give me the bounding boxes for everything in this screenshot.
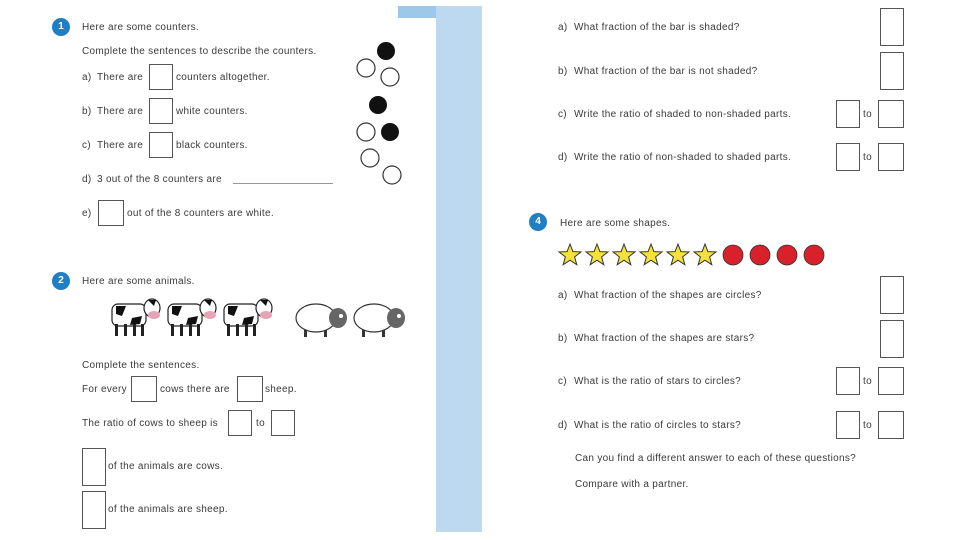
cow-icon bbox=[168, 299, 216, 336]
counters-illustration bbox=[350, 38, 410, 188]
bar-qc-to: to bbox=[863, 109, 872, 120]
bar-qc-left-box[interactable] bbox=[836, 100, 860, 128]
q1a-post: counters altogether. bbox=[176, 72, 270, 83]
white-counter bbox=[357, 59, 375, 77]
cow-icon bbox=[224, 299, 272, 336]
q4c-left-box[interactable] bbox=[836, 367, 860, 395]
star-icon bbox=[694, 244, 716, 265]
star-icon bbox=[586, 244, 608, 265]
sheep-icon bbox=[296, 304, 347, 337]
binder-spine bbox=[436, 6, 482, 532]
q1d-text: 3 out of the 8 counters are bbox=[97, 174, 222, 185]
q4d-text: What is the ratio of circles to stars? bbox=[574, 420, 742, 431]
q4-intro: Here are some shapes. bbox=[560, 218, 671, 229]
bar-qb-label: b) bbox=[558, 66, 568, 77]
q4c-label: c) bbox=[558, 376, 567, 387]
bar-qa-answer-box[interactable] bbox=[880, 8, 904, 46]
q2-ratio-pre: The ratio of cows to sheep is bbox=[82, 418, 218, 429]
q1b-label: b) bbox=[82, 106, 92, 117]
black-counter bbox=[381, 123, 399, 141]
star-icon bbox=[559, 244, 581, 265]
q2-cows-box[interactable] bbox=[131, 376, 157, 402]
q1-instruction: Complete the sentences to describe the counters. bbox=[82, 46, 317, 57]
star-icon bbox=[613, 244, 635, 265]
q2-intro: Here are some animals. bbox=[82, 276, 195, 287]
q2-ratio-to: to bbox=[256, 418, 265, 429]
black-counter bbox=[369, 96, 387, 114]
q1d-answer-line[interactable] bbox=[233, 183, 333, 184]
q1a-pre: There are bbox=[97, 72, 144, 83]
q2-sheep-frac: of the animals are sheep. bbox=[108, 504, 228, 515]
q4-compare: Compare with a partner. bbox=[575, 479, 689, 490]
q1a-answer-box[interactable] bbox=[149, 64, 173, 90]
bar-qd-text: Write the ratio of non-shaded to shaded parts. bbox=[574, 152, 792, 163]
q4d-to: to bbox=[863, 420, 872, 431]
q1e-post: out of the 8 counters are white. bbox=[127, 208, 274, 219]
q2-ratio-left-box[interactable] bbox=[228, 410, 252, 436]
q4-challenge: Can you find a different answer to each of these questions? bbox=[575, 453, 857, 464]
q4c-text: What is the ratio of stars to circles? bbox=[574, 376, 742, 387]
q1c-answer-box[interactable] bbox=[149, 132, 173, 158]
q1b-pre: There are bbox=[97, 106, 144, 117]
q1b-post: white counters. bbox=[176, 106, 248, 117]
animals-illustration bbox=[108, 294, 408, 342]
sheep-icon bbox=[354, 304, 405, 337]
bar-qc-text: Write the ratio of shaded to non-shaded parts. bbox=[574, 109, 792, 120]
circle-icon bbox=[723, 245, 743, 265]
circle-icon bbox=[777, 245, 797, 265]
star-icon bbox=[640, 244, 662, 265]
q2-cows-frac: of the animals are cows. bbox=[108, 461, 224, 472]
q1c-label: c) bbox=[82, 140, 91, 151]
bar-qd-left-box[interactable] bbox=[836, 143, 860, 171]
q4a-answer-box[interactable] bbox=[880, 276, 904, 314]
q4d-left-box[interactable] bbox=[836, 411, 860, 439]
shapes-illustration bbox=[556, 240, 832, 270]
question-4-badge: 4 bbox=[529, 213, 547, 231]
q2-sheep-fraction-box[interactable] bbox=[82, 491, 106, 529]
white-counter bbox=[381, 68, 399, 86]
q4a-label: a) bbox=[558, 290, 568, 301]
bar-qc-right-box[interactable] bbox=[878, 100, 904, 128]
white-counter bbox=[361, 149, 379, 167]
white-counter bbox=[357, 123, 375, 141]
q1d-label: d) bbox=[82, 174, 92, 185]
bar-qd-right-box[interactable] bbox=[878, 143, 904, 171]
q1c-pre: There are bbox=[97, 140, 144, 151]
bar-qa-text: What fraction of the bar is shaded? bbox=[574, 22, 740, 33]
q2-every-pre: For every bbox=[82, 384, 127, 395]
q2-cows-fraction-box[interactable] bbox=[82, 448, 106, 486]
bar-qa-label: a) bbox=[558, 22, 568, 33]
q2-complete: Complete the sentences. bbox=[82, 360, 200, 371]
q4b-answer-box[interactable] bbox=[880, 320, 904, 358]
star-icon bbox=[667, 244, 689, 265]
q2-every-mid: cows there are bbox=[160, 384, 230, 395]
q1e-label: e) bbox=[82, 208, 92, 219]
q4b-text: What fraction of the shapes are stars? bbox=[574, 333, 755, 344]
q1a-label: a) bbox=[82, 72, 92, 83]
q4c-to: to bbox=[863, 376, 872, 387]
q2-ratio-right-box[interactable] bbox=[271, 410, 295, 436]
q2-every-post: sheep. bbox=[265, 384, 297, 395]
q4d-right-box[interactable] bbox=[878, 411, 904, 439]
q1-intro: Here are some counters. bbox=[82, 22, 199, 33]
black-counter bbox=[377, 42, 395, 60]
q1b-answer-box[interactable] bbox=[149, 98, 173, 124]
cow-icon bbox=[112, 299, 160, 336]
bar-qb-answer-box[interactable] bbox=[880, 52, 904, 90]
q4a-text: What fraction of the shapes are circles? bbox=[574, 290, 762, 301]
q4d-label: d) bbox=[558, 420, 568, 431]
bar-qb-text: What fraction of the bar is not shaded? bbox=[574, 66, 758, 77]
q4c-right-box[interactable] bbox=[878, 367, 904, 395]
q4b-label: b) bbox=[558, 333, 568, 344]
q1e-answer-box[interactable] bbox=[98, 200, 124, 226]
circle-icon bbox=[804, 245, 824, 265]
question-1-badge: 1 bbox=[52, 18, 70, 36]
circle-icon bbox=[750, 245, 770, 265]
bar-qc-label: c) bbox=[558, 109, 567, 120]
question-2-badge: 2 bbox=[52, 272, 70, 290]
white-counter bbox=[383, 166, 401, 184]
q2-sheep-box[interactable] bbox=[237, 376, 263, 402]
bar-qd-to: to bbox=[863, 152, 872, 163]
bar-qd-label: d) bbox=[558, 152, 568, 163]
q1c-post: black counters. bbox=[176, 140, 248, 151]
